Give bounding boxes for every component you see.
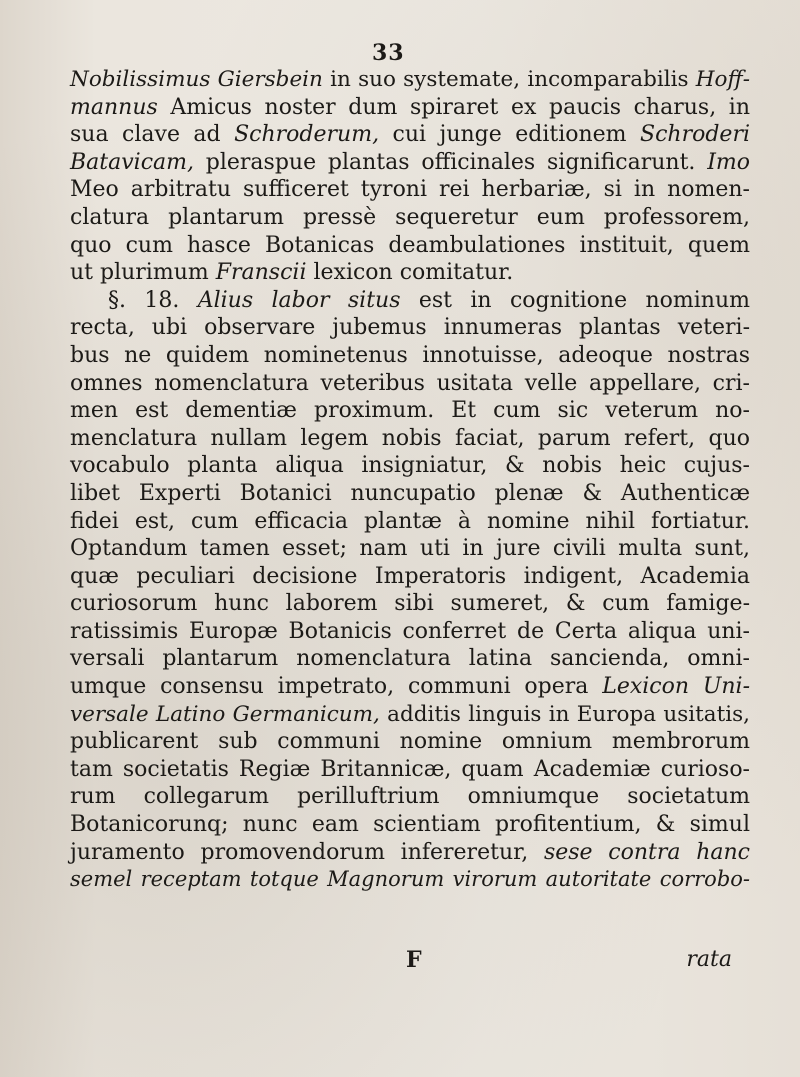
text-segment: Batavicam, (70, 149, 194, 175)
text-segment: versali plantarum nomenclatura latina sancienda, omni- (70, 646, 750, 672)
body-text (70, 66, 750, 894)
text-line (70, 811, 750, 839)
text-segment: Imo (707, 149, 750, 175)
text-segment: cui junge editionem (379, 122, 641, 148)
text-segment: rum collegarum perilluftrium omniumque societatum (70, 784, 750, 810)
text-line (70, 701, 750, 729)
text-segment: Alius labor situs (197, 287, 401, 313)
text-line (70, 563, 750, 591)
text-line (70, 314, 750, 342)
text-segment: §. 18. (108, 287, 198, 313)
text-line (70, 728, 750, 756)
text-segment: in suo systemate, incomparabilis (322, 67, 696, 92)
text-segment: Amicus noster dum spiraret ex paucis charus, in (157, 94, 750, 120)
text-segment: Franscii (215, 260, 307, 286)
text-line (70, 673, 750, 701)
text-line (70, 839, 750, 867)
text-segment: ratissimis Europæ Botanicis conferret de Certa aliqua uni- (70, 618, 750, 644)
text-segment: Botanicorunq; nunc eam scientiam profitentium, & simul (70, 812, 750, 838)
text-segment: fidei est, cum efficacia plantæ à nomine nihil fortiatur. (70, 508, 750, 534)
text-segment: men est dementiæ proximum. Et cum sic veterum no- (70, 398, 750, 424)
text-segment: additis linguis in Europa usitatis, (379, 701, 750, 727)
text-line (70, 287, 750, 315)
text-segment: Schroderum, (234, 122, 380, 148)
text-segment: Hoff- (695, 67, 750, 92)
text-segment: est in cognitione nominum (400, 287, 750, 313)
text-segment: Schroderi (640, 122, 750, 148)
text-segment: umque consensu impetrato, communi opera (70, 674, 603, 700)
catchword: rata (686, 947, 732, 972)
text-line (70, 480, 750, 508)
text-line (70, 66, 750, 94)
text-segment: Optandum tamen esset; nam uti in jure civili multa sunt, (70, 536, 750, 562)
text-line (70, 756, 750, 784)
text-line (70, 590, 750, 618)
text-segment: vocabulo planta aliqua insigniatur, & nobis heic cujus- (70, 453, 750, 479)
text-segment: libet Experti Botanici nuncupatio plenæ & Authenticæ (70, 480, 750, 506)
text-segment: versale Latino Germanicum, (70, 701, 380, 727)
text-line (70, 452, 750, 480)
text-segment: Lexicon Uni- (602, 674, 750, 700)
text-segment: recta, ubi observare jubemus innumeras plantas veteri- (70, 315, 750, 341)
text-line (70, 535, 750, 563)
text-segment: curiosorum hunc laborem sibi sumeret, & cum famige- (70, 591, 750, 617)
text-line (70, 783, 750, 811)
page-number: 33 (372, 40, 405, 66)
text-line (70, 370, 750, 398)
text-line (70, 397, 750, 425)
text-line (70, 645, 750, 673)
signature-mark: F (406, 947, 422, 973)
text-segment: quæ peculiari decisione Imperatoris indigent, Academia (70, 563, 750, 589)
text-segment: sua clave ad (70, 122, 235, 148)
text-line (70, 618, 750, 646)
text-segment: menclatura nullam legem nobis faciat, parum refert, quo (70, 425, 750, 451)
text-line (70, 508, 750, 536)
text-segment: quo cum hasce Botanicas deambulationes instituit, quem (70, 232, 750, 258)
text-line (70, 342, 750, 370)
text-segment: sese contra hanc (543, 839, 750, 865)
text-line (70, 94, 750, 122)
text-segment: semel receptam totque Magnorum virorum autoritate corrobo- (70, 867, 750, 892)
text-segment: mannus (70, 94, 158, 120)
text-segment: omnes nomenclatura veteribus usitata velle appellare, cri- (70, 370, 750, 396)
text-segment: Nobilissimus Giersbein (70, 67, 323, 92)
text-line (70, 121, 750, 149)
text-segment: clatura plantarum pressè sequeretur eum professorem, (70, 204, 750, 230)
text-line (70, 176, 750, 204)
text-line (70, 866, 750, 894)
text-line (70, 232, 750, 260)
text-segment: tam societatis Regiæ Britannicæ, quam Academiæ curioso- (70, 756, 750, 782)
text-segment: juramento promovendorum infereretur, (70, 839, 544, 865)
text-line (70, 149, 750, 177)
text-line (70, 204, 750, 232)
text-segment: pleraspue plantas officinales significarunt. (194, 149, 708, 175)
text-segment: bus ne quidem nominetenus innotuisse, adeoque nostras (70, 342, 750, 368)
text-segment: publicarent sub communi nomine omnium membrorum (70, 729, 750, 755)
text-segment: ut plurimum (70, 260, 216, 286)
text-segment: Meo arbitratu sufficeret tyroni rei herbariæ, si in nomen- (70, 177, 750, 203)
text-line (70, 259, 750, 287)
text-segment: lexicon comitatur. (306, 260, 514, 286)
text-line (70, 425, 750, 453)
page-footer (70, 947, 750, 977)
